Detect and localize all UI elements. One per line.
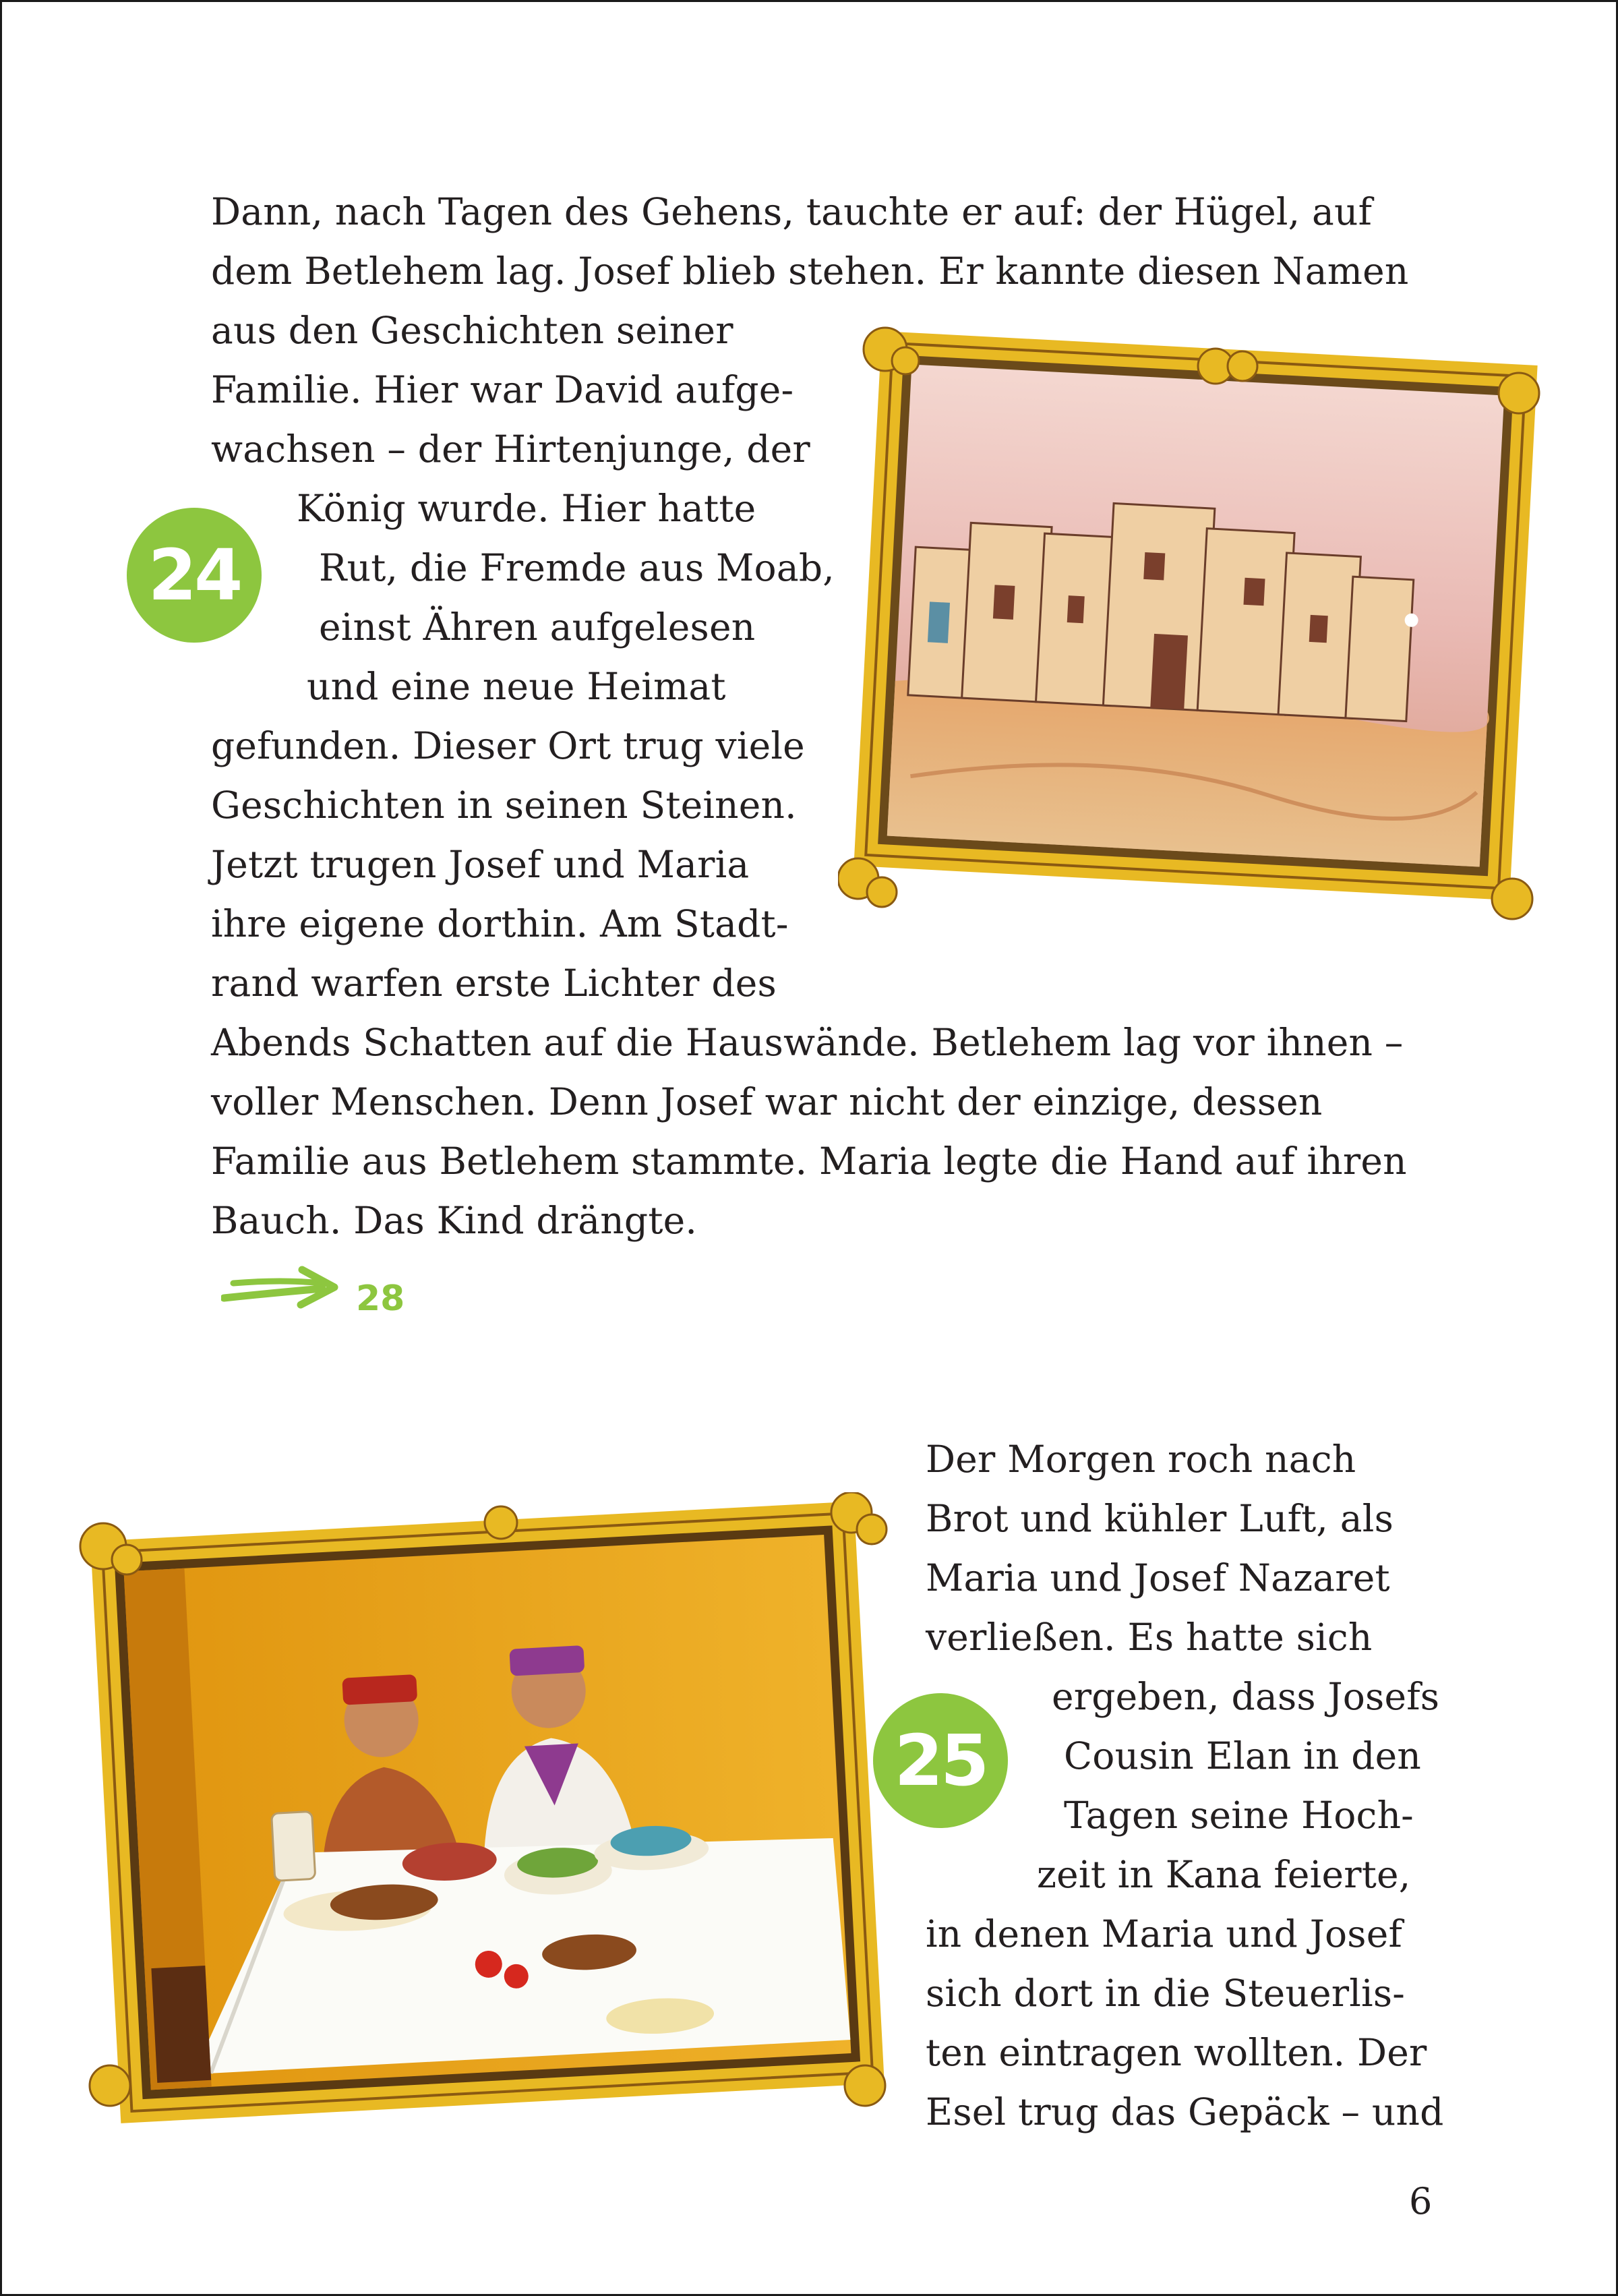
story25-line-7: Tagen seine Hoch- — [1064, 1794, 1414, 1837]
continue-page-ref[interactable]: 28 — [356, 1278, 405, 1319]
story24-line-12: Jetzt trugen Josef und Maria — [211, 843, 750, 886]
story24-line-16: voller Menschen. Denn Josef war nicht der einzige, dessen — [211, 1080, 1323, 1123]
story24-line-9: und eine neue Heimat — [307, 665, 726, 708]
story24-line-7: Rut, die Fremde aus Moab, — [319, 546, 835, 589]
story25-line-6: Cousin Elan in den — [1064, 1734, 1422, 1777]
story25-line-1: Der Morgen roch nach — [926, 1438, 1356, 1481]
story24-line-4: Familie. Hier war David aufge- — [211, 368, 794, 411]
page-number: 6 — [1409, 2180, 1433, 2223]
story24-line-17: Familie aus Betlehem stammte. Maria legte die Hand auf ihren — [211, 1140, 1407, 1183]
story25-line-12: Esel trug das Gepäck – und — [926, 2090, 1444, 2133]
feast-illustration — [69, 1492, 899, 2133]
story25-line-4: verließen. Es hatte sich — [926, 1616, 1373, 1659]
story24-line-6: König wurde. Hier hatte — [297, 487, 756, 530]
story25-line-3: Maria und Josef Nazaret — [926, 1556, 1390, 1599]
story24-line-5: wachsen – der Hirtenjunge, der — [211, 428, 810, 471]
story24-line-11: Geschichten in seinen Steinen. — [211, 784, 797, 827]
story25-line-10: sich dort in die Steuerlis- — [926, 1972, 1406, 2015]
story24-line-2: dem Betlehem lag. Josef blieb stehen. Er kannte diesen Namen — [211, 249, 1409, 293]
story24-line-18: Bauch. Das Kind drängte. — [211, 1199, 698, 1242]
story-number-badge-25: 25 — [873, 1693, 1008, 1828]
story25-line-9: in denen Maria und Josef — [926, 1912, 1403, 1955]
story25-line-11: ten eintragen wollten. Der — [926, 2031, 1427, 2074]
continue-arrow-icon[interactable] — [221, 1263, 349, 1317]
story25-line-5: ergeben, dass Josefs — [1052, 1675, 1440, 1718]
story-number-badge-24: 24 — [127, 508, 262, 643]
story24-line-15: Abends Schatten auf die Hauswände. Betlehem lag vor ihnen – — [211, 1021, 1404, 1064]
story24-line-1: Dann, nach Tagen des Gehens, tauchte er auf: der Hügel, auf — [211, 190, 1373, 233]
betlehem-illustration — [838, 319, 1553, 926]
story25-line-2: Brot und kühler Luft, als — [926, 1497, 1394, 1540]
story24-line-10: gefunden. Dieser Ort trug viele — [211, 724, 805, 767]
story24-line-13: ihre eigene dorthin. Am Stadt- — [211, 902, 789, 945]
story25-line-8: zeit in Kana feierte, — [1037, 1853, 1411, 1896]
story24-line-8: einst Ähren aufgelesen — [319, 606, 756, 649]
story24-line-14: rand warfen erste Lichter des — [211, 962, 777, 1005]
story24-line-3: aus den Geschichten seiner — [211, 309, 733, 352]
